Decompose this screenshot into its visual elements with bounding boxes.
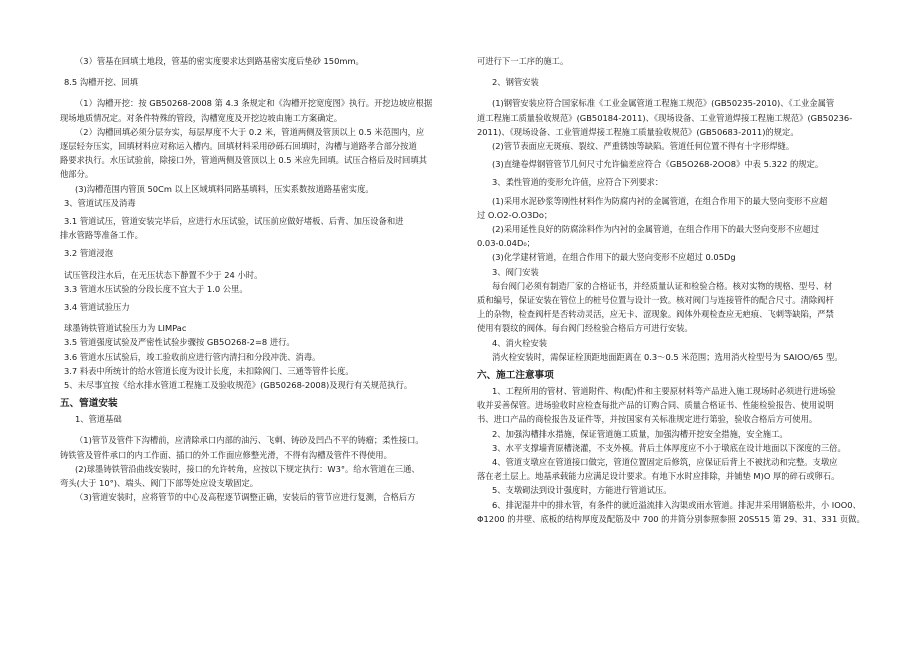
text-line: 3.1 管道试压，管道安装完毕后，应进行水压试验，试压前应做好堵板、后背、加压设备和进 [64, 216, 404, 227]
line-spacer [477, 89, 881, 96]
text-line: 2011)、《现场设备、工业管道焊接工程施工质量验收规范》(GB50683-2011)的规定。 [477, 126, 799, 137]
text-line: 3.7 料表中所统计的给水管道长度为设计长度，未扣除阀门、三通等管件长度。 [64, 365, 354, 376]
text-line: 3、管道试压及消毒 [64, 197, 136, 208]
text-line: （3)管道安装时，应将管节的中心及高程逐节调整正确，安装后的管节应进行复测，合格后方 [75, 492, 416, 503]
text-line: (2)管节表面应无斑痕、裂纹、严重锈蚀等缺陷。管道任何位置不得有十字形焊缝。 [492, 141, 795, 152]
text-line: 排水管路等准备工作。 [60, 230, 143, 241]
text-line: 收并妥善保管。进场验收时应检查每批产品的订购合同、质量合格证书、性能检验报告、使用说明 [477, 400, 834, 411]
right-column [477, 54, 881, 526]
text-line: 3.4 管道试验压力 [64, 302, 130, 313]
text-line: 4、消火栓安装 [492, 337, 548, 348]
text-line: 逐层轻夯压实，回填材料应对称运入槽内。回填材料采用砂砾石回填时，沟槽与道路孝合部分按道 [60, 141, 417, 152]
text-line: 使用有裂纹的阀体。每台阀门经检验合格后方可进行安装。 [477, 323, 693, 334]
text-line: 5、未尽事宜按《给水排水管道工程施工及验收规范》(GB50268-2008)及现行有关规范执行。 [64, 380, 413, 391]
text-line: (3)直缝卷焊钢管管节几何尺寸允许偏差应符合《GB5O268-2OO8》中表 5.322 的规定。 [492, 159, 824, 170]
text-line: (1)采用水泥砂浆等刚性材料作为防腐内衬的金属管道，在组合作用下的最大竖向变形不应超 [492, 195, 828, 206]
text-line: (3)化学建材管道，在组合作用下的最大竖向变形不应超过 0.05Dg [492, 252, 736, 263]
text-line: 1、工程所用的管材、管道附件、构(配)件和主要原材料等产品进入施工现场时必须进行进场验 [492, 386, 836, 397]
text-line: 试压管段注水后，在无压状态下静置不少于 24 小时。 [64, 269, 263, 280]
text-line: 铸铁管及管件承口的内工作面、插口的外工作面应修整光滑，不得有沟槽及管件不得使用。 [60, 449, 392, 460]
text-line: 4、管道支墩应在管道接口做完，管道位置固定后修筑，应保证后背上不被扰动和完整。支墩应 [492, 457, 838, 468]
text-line: 8.5 沟槽开挖、回填 [64, 77, 138, 88]
text-line: (1)钢管安装应符合国家标准《工业金属管道工程施工规范》(GB50235-2010)、《工业金属管 [492, 98, 835, 109]
text-line: 弯头(大于 10°)、端头、阀门下部等处应设支墩固定。 [60, 478, 259, 489]
text-line: （1)管节及管件下沟槽前，应清除承口内部的油污、飞刺、铸砂及凹凸不平的铸瘤；柔性接口。 [75, 435, 424, 446]
text-line: 现场地质情况定。对条件特殊的管段，沟槽宽度及开挖边坡由施工方案确定。 [60, 112, 343, 123]
line-spacer [477, 68, 881, 75]
text-line: 3、阀门安装 [492, 266, 539, 277]
text-line: 3.6 管道水压试验后，竣工验收前应进行管内清扫和分段冲洗、消毒。 [64, 351, 321, 362]
text-line: 道工程施工质量验收规范》(GB50184-2011)、《现场设备、工业管道焊接工程施工规范》(GB50236- [477, 112, 853, 123]
text-line: 消火栓安装时，需保证栓顶距地面距离在 0.3～0.5 米范围；选用消火栓型号为 SAIOO/65 型。 [492, 351, 843, 362]
text-line: （2）沟槽回填必须分层夯实，每层厚度不大于 0.2 米，管道两侧及管顶以上 0.5 米范围内，应 [75, 126, 425, 137]
text-line: 5、支墩砌法到设计强度时，方能进行管道试压。 [492, 485, 672, 496]
text-line: 书、进口产品的商检报告及证件等，并按国家有关标准规定进行第验，验收合格后方可使用。 [477, 414, 818, 425]
line-spacer [60, 426, 462, 433]
text-line: 0.03-0.04D₀； [477, 238, 535, 249]
text-line: （3）管基在回填土地段，管基的密实度要求达到路基密实度后垫砂 150mm。 [75, 56, 364, 66]
text-line: (3)沟槽范围内管顶 50Cm 以上区域填料同路基填料，压实系数按道路基密实度。 [75, 183, 374, 194]
text-line: (2)采用延性良好的防腐涂料作为内衬的金属管道，在组合作用下的最大竖向变形不应超过 [492, 224, 820, 235]
text-line: 球墨铸铁管道试验压力为 LIMPac [64, 323, 187, 334]
text-line: 2、钢管安装 [492, 77, 539, 88]
section-heading: 六、施工注意事项 [477, 370, 554, 382]
line-spacer [60, 89, 462, 96]
line-spacer [60, 261, 462, 268]
text-line: 6、排泥湿井中的排水管，有条件的就近溢流排入沟渠或雨水管道。排泥井采用钢筋松井，小 IOO0、 [492, 499, 861, 510]
text-line: 3.3 管道水压试验的分段长度不宜大于 1.0 公里。 [64, 283, 248, 294]
text-line: （1）沟槽开挖：按 GB50268-2008 第 4.3 条规定和《沟槽开挖宽度图》执行。开挖边坡应根据 [75, 98, 433, 109]
text-line: 过 O.O2-O.O3Do； [477, 209, 553, 220]
text-line: 他部分。 [60, 169, 94, 180]
left-column [60, 54, 462, 504]
section-heading: 五、管道安装 [60, 398, 118, 410]
text-line: 每台阀门必须有制造厂家的合格证书，并经质量认证和检验合格。核对实物的规格、型号、材 [492, 280, 833, 291]
text-line: 路要求执行。水压试验前，除接口外，管道两侧及管顶以上 0.5 米应先回填。试压合格后及时回填其 [60, 155, 427, 166]
text-line: 3.5 管道强度试验及严密性试验步骤按 GB5O268-2=8 进行。 [64, 337, 295, 348]
text-line: Φ1200 的井壁、底板的结构厚度及配筋及中 700 的井筒分别参照参照 20S515 第 29、31、331 页做。 [477, 513, 865, 524]
text-line: 3、水平支撑墙背原槽浇灌，不支外模。背后土体厚度应不小于墩底在设计地面以下深度的三倍。 [492, 442, 846, 453]
text-line: 落在老土层上。地基承载能力应满足设计要求。有地下水时应排除，并铺垫 M)O 厚的碎石或卵石。 [477, 471, 840, 482]
text-line: 1、管道基础 [75, 414, 122, 425]
line-spacer [60, 68, 462, 75]
text-line: 2、加强沟槽排水措施，保证管道施工质量，加强沟槽开挖安全措施，安全施工。 [492, 428, 788, 439]
text-line: (2)球墨铸铁管沿曲线安装时，接口的允许转角，应按以下规定执行：W3°。给水管道在三通、 [75, 463, 420, 474]
text-line: 3.2 管道浸泡 [64, 248, 114, 259]
line-spacer [60, 314, 462, 321]
text-line: 上的杂物，检查阀杆是否转动灵活，应无卡、涩现象。阀体外观检查应无疤痕、飞刺等缺陷，严禁 [477, 309, 834, 320]
text-line: 3、柔性管道的变形允许值，应符合下列要求： [492, 177, 664, 188]
text-line: 质和编号，保证安装在管位上的桩号位置与设计一致。核对阀门与连接管件的配合尺寸。清除阀杆 [477, 295, 834, 306]
text-line: 可进行下一工序的施工。 [477, 56, 569, 66]
